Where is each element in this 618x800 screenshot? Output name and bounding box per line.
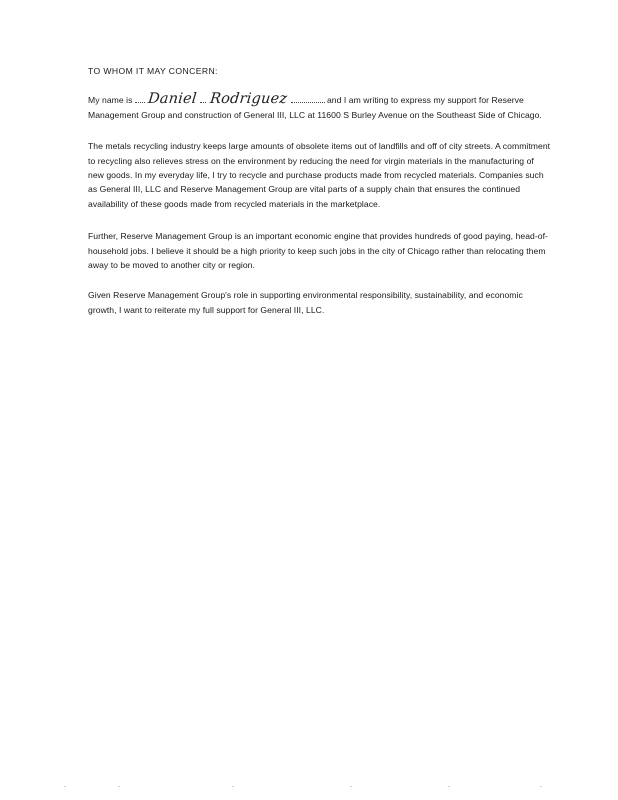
intro-paragraph bbox=[88, 92, 552, 122]
handwritten-last-name: Rodriguez bbox=[209, 91, 288, 108]
closing-paragraph: Given Reserve Management Group's role in supporting environmental responsibility, sustainability, and economic growth, I want to reiterate my full support for General III, LLC. bbox=[88, 290, 523, 315]
scan-artifact bbox=[118, 786, 120, 787]
scan-artifact bbox=[448, 786, 450, 787]
name-fill-line bbox=[135, 92, 145, 103]
scan-artifact bbox=[64, 786, 66, 787]
handwritten-first-name: Daniel bbox=[147, 91, 198, 108]
name-fill-line bbox=[200, 92, 206, 103]
intro-lead-text: My name is bbox=[88, 95, 133, 106]
salutation: TO WHOM IT MAY CONCERN: bbox=[88, 66, 218, 76]
scan-artifact bbox=[540, 786, 542, 787]
letter-body bbox=[88, 64, 552, 329]
scan-artifact bbox=[350, 786, 352, 787]
name-fill-line bbox=[291, 92, 325, 103]
intro-remainder-text: and I am writing to express my support for Reserve Management Group and construction of General III, LLC at 11600 S Burley Avenue on the Southeast Side of Chicago. bbox=[88, 95, 542, 120]
economic-paragraph: Further, Reserve Management Group is an important economic engine that provides hundreds of good paying, head-of-household jobs. I believe it should be a high priority to keep such jobs in the city of Chicago rather than relocating them away to be moved to another city or region. bbox=[88, 231, 548, 271]
recycling-paragraph: The metals recycling industry keeps large amounts of obsolete items out of landfills and off of city streets. A commitment to recycling also relieves stress on the environment by reducing the need for virgin materials in the manufacturing of new goods. In my everyday life, I try to recycle and purchase products made from recycled materials. Companies such as General III, LLC and Reserve Management Group are vital parts of a supply chain that ensures the continued availability of these goods made from recycled materials in the marketplace. bbox=[88, 141, 551, 209]
scan-artifact bbox=[232, 786, 234, 787]
